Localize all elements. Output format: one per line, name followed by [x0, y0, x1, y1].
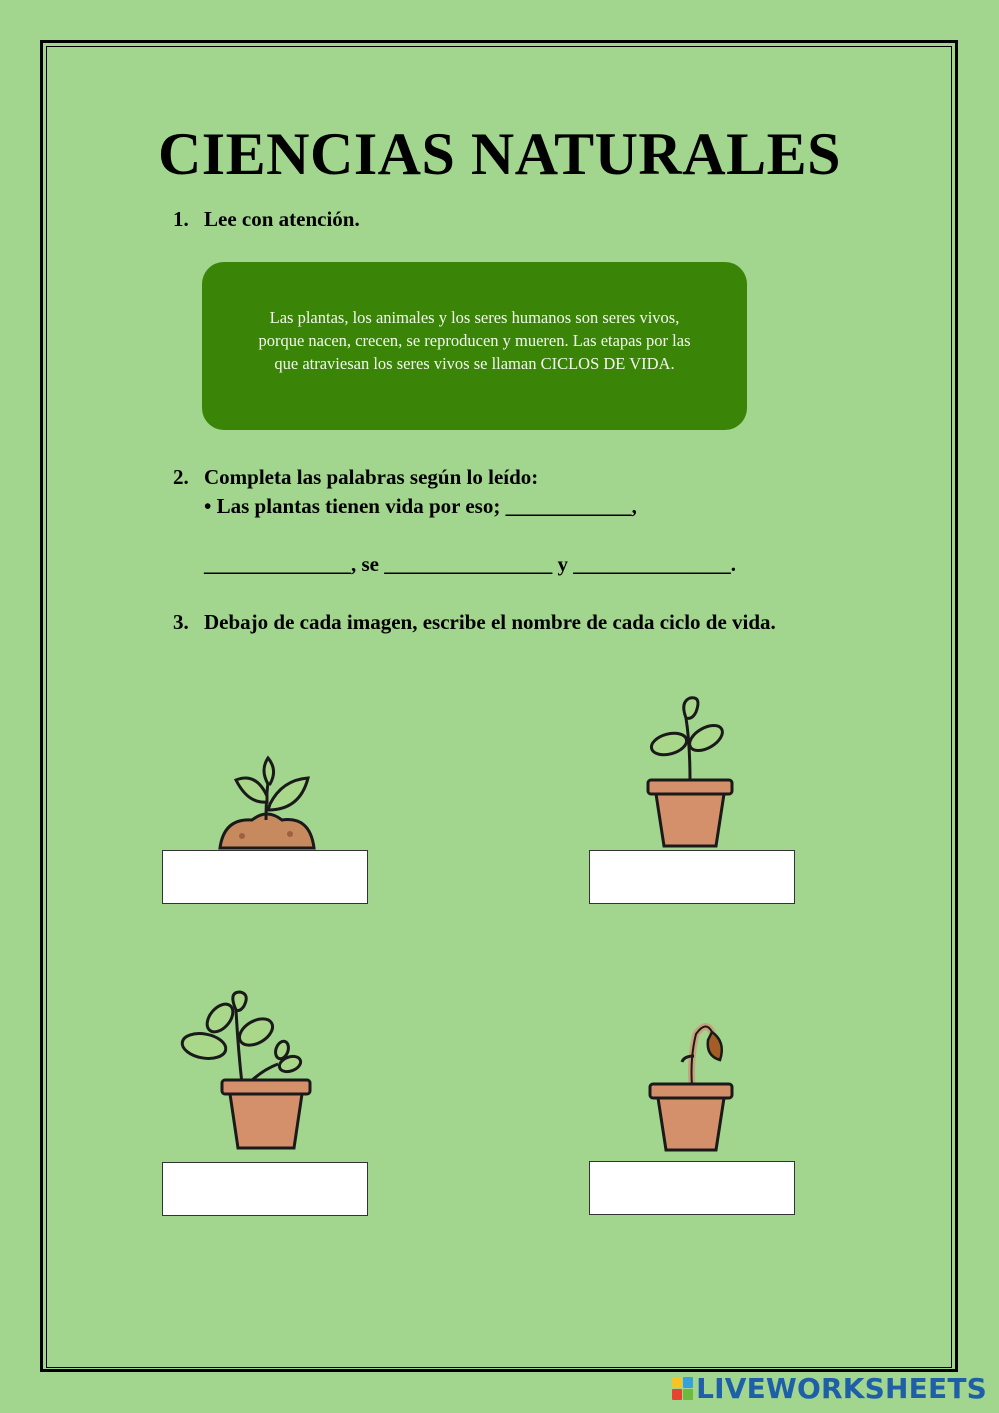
page-title: CIENCIAS NATURALES — [157, 121, 842, 187]
question-1-text: Lee con atención. — [204, 207, 360, 231]
reading-line: que atraviesan los seres vivos se llaman CICLOS DE VIDA. — [274, 354, 675, 373]
reading-text — [258, 306, 690, 375]
logo-text: LIVEWORKSHEETS — [696, 1372, 987, 1405]
question-2-number: 2. — [173, 465, 189, 489]
grown-plant-pot-icon — [178, 988, 314, 1152]
question-3-number: 3. — [173, 610, 189, 634]
logo-mark-icon — [672, 1377, 693, 1400]
reading-box — [202, 262, 747, 430]
question-3-text: Debajo de cada imagen, escribe el nombre de cada ciclo de vida. — [204, 610, 776, 634]
question-1 — [173, 207, 360, 232]
reading-line: Las plantas, los animales y los seres humanos son seres vivos, — [269, 308, 680, 327]
question-2 — [173, 465, 538, 490]
answer-box-stage-4[interactable] — [589, 1161, 795, 1215]
sprout-in-soil-icon — [212, 752, 322, 850]
answer-box-stage-2[interactable] — [589, 850, 795, 904]
young-plant-pot-icon — [644, 694, 736, 850]
question-2-fill-line-1: • Las plantas tienen vida por eso; ____________, — [204, 494, 637, 518]
question-2-text: Completa las palabras según lo leído: — [204, 465, 539, 489]
answer-box-stage-3[interactable] — [162, 1162, 368, 1216]
question-1-number: 1. — [173, 207, 189, 231]
wilted-plant-pot-icon — [646, 1016, 736, 1152]
reading-line: porque nacen, crecen, se reproducen y mueren. Las etapas por las — [258, 331, 691, 350]
liveworksheets-logo — [672, 1372, 987, 1405]
question-2-fill-line-2: ______________, se ________________ y _______________. — [204, 552, 736, 576]
question-3 — [173, 610, 776, 635]
answer-box-stage-1[interactable] — [162, 850, 368, 904]
